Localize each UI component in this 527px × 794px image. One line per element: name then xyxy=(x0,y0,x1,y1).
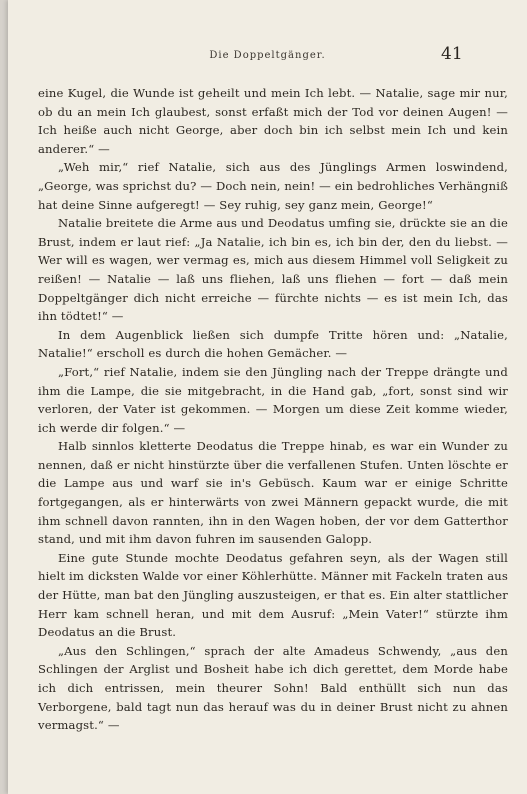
paragraph: eine Kugel, die Wunde ist geheilt und mein Ich lebt. — Natalie, sage mir nur, ob du an mein Ich glaubest, sonst erfaßt mich der Tod vor deinen Augen! — Ich heiße auch nicht George, aber doch bin ich selbst mein Ich und kein anderer.“ — xyxy=(38,86,508,156)
running-title: Die Doppeltgänger. xyxy=(209,50,326,61)
paragraph: Eine gute Stunde mochte Deodatus gefahren seyn, als der Wagen still hielt im dicksten Walde vor einer Köhlerhütte. Männer mit Fackeln traten aus der Hütte, man bat den Jüngling auszusteigen, er that es. Ein alter stattlicher Herr kam schnell heran, und mit dem Ausruf: „Mein Vater!“ stürzte ihm Deodatus an die Brust. xyxy=(38,550,508,640)
paragraph: In dem Augenblick ließen sich dumpfe Tritte hören und: „Natalie, Natalie!“ erscholl es durch die hohen Gemächer. — xyxy=(38,327,508,361)
paragraph: Natalie breitete die Arme aus und Deodatus umfing sie, drückte sie an die Brust, indem er laut rief: „Ja Natalie, ich bin es, ich bin der, den du liebst. — Wer will es wagen, wer vermag es, mich aus diesem Himmel voll Seligkeit zu reißen! — Natalie — laß uns fliehen, laß uns fliehen — fort — daß mein Doppeltgänger dich nicht erreiche — fürchte nichts — es ist mein Ich, das ihn tödtet!“ — xyxy=(38,216,508,324)
book-page xyxy=(8,0,527,794)
paragraph: „Weh mir,“ rief Natalie, sich aus des Jünglings Armen loswindend, „George, was sprichst du? — Doch nein, nein! — ein bedrohliches Verhängniß hat deine Sinne aufgeregt! — Sey ruhig, sey ganz mein, George!“ xyxy=(38,160,508,212)
paragraph: Halb sinnlos kletterte Deodatus die Treppe hinab, es war ein Wunder zu nennen, daß er nicht hinstürzte über die verfallenen Stufen. Unten löschte er die Lampe aus und warf sie in's Gebüsch. Kaum war er einige Schritte fortgegangen, als er hinterwärts von zwei Männern gepackt wurde, die mit ihm schnell davon rannten, ihn in den Wagen hoben, der vor dem Gatterthor stand, und mit ihm davon fuhren im sausenden Galopp. xyxy=(38,439,508,547)
paragraph: „Aus den Schlingen,“ sprach der alte Amadeus Schwendy, „aus den Schlingen der Arglist und Bosheit habe ich dich gerettet, dem Morde habe ich dich entrissen, mein theurer Sohn! Bald enthüllt sich nun das Verborgene, bald tagt nun das herauf was du in deiner Brust nicht zu ahnen vermagst.“ — xyxy=(38,643,508,733)
body-text xyxy=(38,84,508,735)
page-number: 41 xyxy=(441,44,463,64)
paragraph: „Fort,“ rief Natalie, indem sie den Jüngling nach der Treppe drängte und ihm die Lampe, die sie mitgebracht, in die Hand gab, „fort, sonst sind wir verloren, der Vater ist gekommen. — Morgen um diese Zeit komme wieder, ich werde dir folgen.“ — xyxy=(38,364,508,435)
